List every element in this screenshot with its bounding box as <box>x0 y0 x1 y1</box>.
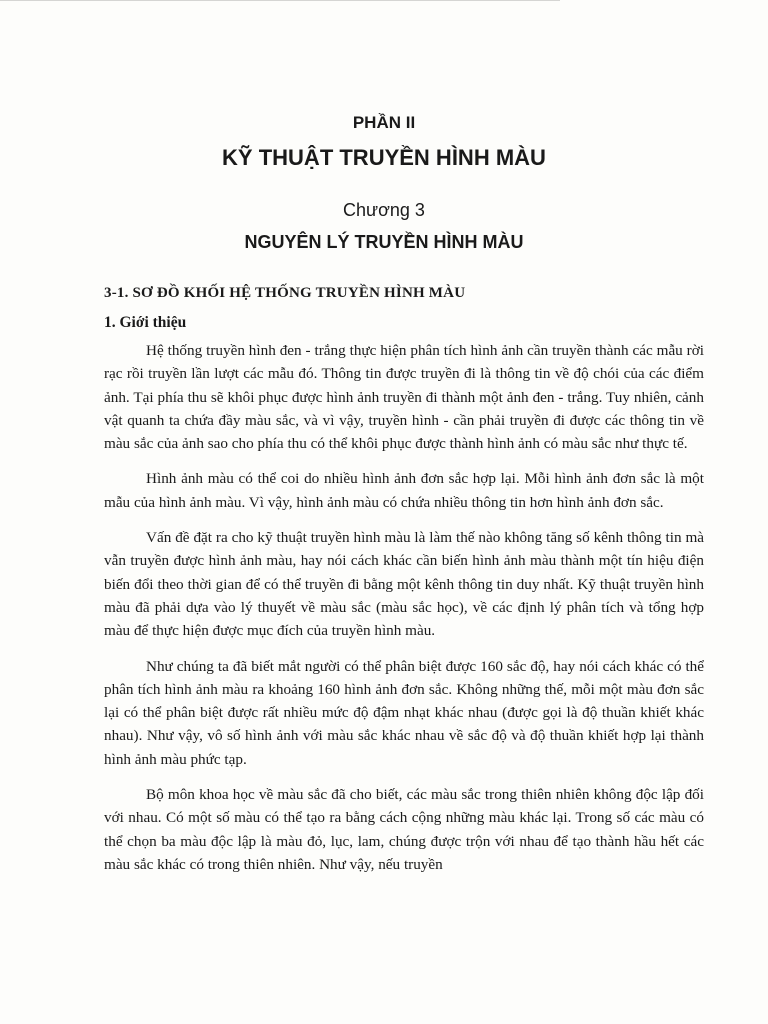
part-title: KỸ THUẬT TRUYỀN HÌNH MÀU <box>222 145 546 170</box>
section-heading: 3-1. SƠ ĐỒ KHỐI HỆ THỐNG TRUYỀN HÌNH MÀU <box>104 285 466 301</box>
chapter-label: Chương 3 <box>343 200 425 220</box>
paragraph-2: Hình ảnh màu có thể coi do nhiều hình ảnh đơn sắc hợp lại. Mỗi hình ảnh đơn sắc là một mẫu của hình ảnh màu. Vì vậy, hình ảnh màu có chứa nhiều thông tin hơn hình ảnh đơn sắc. <box>104 470 704 511</box>
chapter-title: NGUYÊN LÝ TRUYỀN HÌNH MÀU <box>244 232 524 252</box>
body-text <box>104 339 704 888</box>
paragraph-3: Vấn đề đặt ra cho kỹ thuật truyền hình màu là làm thế nào không tăng số kênh thông tin mà vẫn truyền được hình ảnh màu, hay nói cách khác cần biến hình ảnh màu thành một tín hiệu điện biến đổi theo thời gian để có thể truyền đi bằng một kênh thông tin duy nhất. Kỹ thuật truyền hình màu đã phải dựa vào lý thuyết về màu sắc (màu sắc học), về các định lý phân tích và tổng hợp màu để thực hiện được mục đích của truyền hình màu. <box>104 529 704 640</box>
scan-edge-line <box>0 0 560 3</box>
paragraph-4: Như chúng ta đã biết mắt người có thể phân biệt được 160 sắc độ, hay nói cách khác có thể phân tích hình ảnh màu ra khoảng 160 hình ảnh đơn sắc. Không những thế, mỗi một màu đơn sắc lại có thể phân biệt được rất nhiều mức độ đậm nhạt khác nhau (được gọi là độ thuần khiết khác nhau). Như vậy, vô số hình ảnh với màu sắc khác nhau về sắc độ và độ thuần khiết hợp lại thành hình ảnh màu phức tạp. <box>104 657 704 768</box>
subsection-heading: 1. Giới thiệu <box>104 314 187 331</box>
paragraph-1: Hệ thống truyền hình đen - trắng thực hiện phân tích hình ảnh cần truyền thành các mẫu rời rạc rồi truyền lần lượt các mẫu đó. Thông tin được truyền đi là thông tin về độ chói của các điểm ảnh. Tại phía thu sẽ khôi phục được hình ảnh truyền đi thành một ảnh đen - trắng. Tuy nhiên, cảnh vật quanh ta chứa đầy màu sắc, và vì vậy, truyền hình - cần phải truyền đi được các thông tin về màu sắc của ảnh sao cho phía thu có thể khôi phục được thành hình ảnh có màu sắc như thực tế. <box>104 342 704 453</box>
part-label: PHẦN II <box>352 113 416 132</box>
paragraph-5: Bộ môn khoa học về màu sắc đã cho biết, các màu sắc trong thiên nhiên không độc lập đối với nhau. Có một số màu có thể tạo ra bằng cách cộng những màu khác lại. Trong số các màu có thể chọn ba màu độc lập là màu đỏ, lục, lam, chúng được trộn với nhau để tạo thành hầu hết các màu sắc khác có trong thiên nhiên. Như vậy, nếu truyền <box>104 786 704 873</box>
